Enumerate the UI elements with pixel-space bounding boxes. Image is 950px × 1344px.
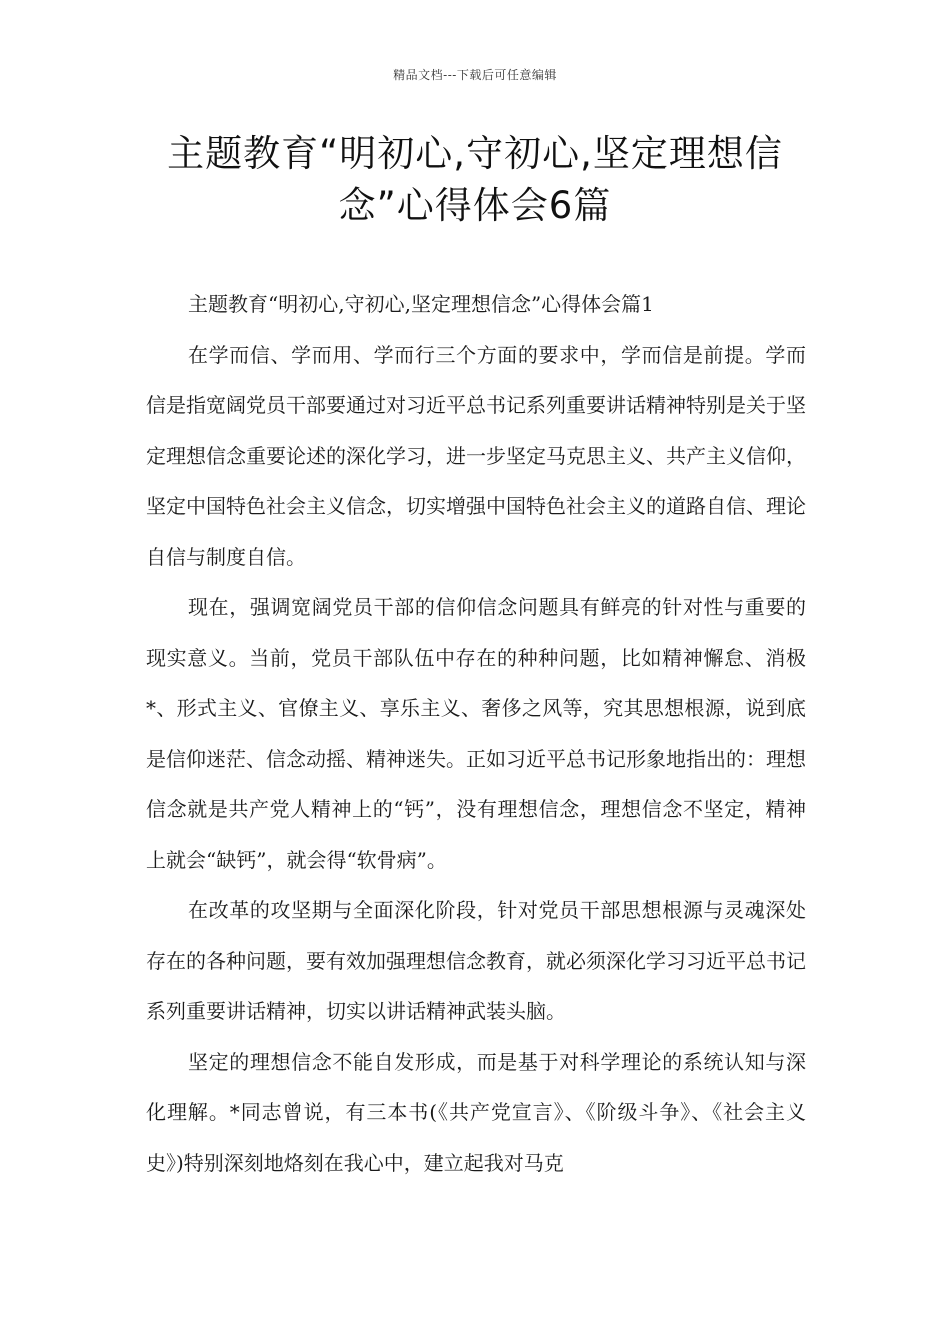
document-body xyxy=(146,279,806,1188)
title-line-2: 念”心得体会6篇 xyxy=(338,184,612,227)
paragraph: 现在，强调宽阔党员干部的信仰信念问题具有鲜亮的针对性与重要的现实意义。当前，党员干部队伍中存在的种种问题，比如精神懈怠、消极*、形式主义、官僚主义、享乐主义、奢侈之风等，究其思想根源，说到底是信仰迷茫、信念动摇、精神迷失。正如习近平总书记形象地指出的：理想信念就是共产党人精神上的“钙”，没有理想信念，理想信念不坚定，精神上就会“缺钙”，就会得“软骨病”。 xyxy=(146,595,806,872)
header-note: 精品文档---下载后可任意编辑 xyxy=(393,68,557,82)
title-line-1: 主题教育“明初心,守初心,坚定理想信 xyxy=(167,132,783,175)
document-title xyxy=(120,128,830,232)
paragraph: 坚定的理想信念不能自发形成，而是基于对科学理论的系统认知与深化理解。*同志曾说，有三本书(《共产党宣言》、《阶级斗争》、《社会主义史》)特别深刻地烙刻在我心中，建立起我对马克 xyxy=(146,1049,806,1175)
section-heading: 主题教育“明初心,守初心,坚定理想信念”心得体会篇1 xyxy=(188,292,654,316)
paragraph: 在改革的攻坚期与全面深化阶段，针对党员干部思想根源与灵魂深处存在的各种问题，要有效加强理想信念教育，就必须深化学习习近平总书记系列重要讲话精神，切实以讲话精神武装头脑。 xyxy=(146,898,806,1023)
paragraph: 在学而信、学而用、学而行三个方面的要求中，学而信是前提。学而信是指宽阔党员干部要通过对习近平总书记系列重要讲话精神特别是关于坚定理想信念重要论述的深化学习，进一步坚定马克思主义、共产主义信仰，坚定中国特色社会主义信念，切实增强中国特色社会主义的道路自信、理论自信与制度自信。 xyxy=(146,342,806,569)
